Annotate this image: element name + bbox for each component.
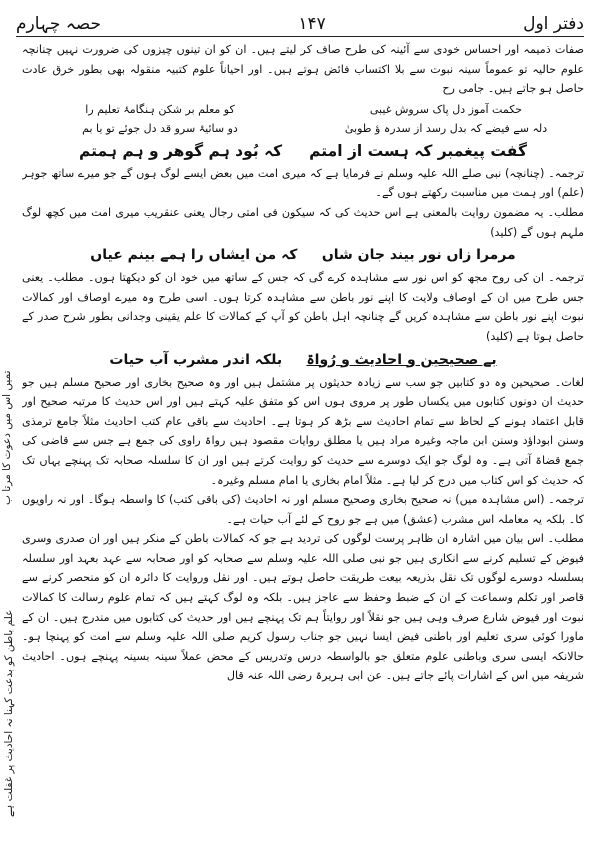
paragraph-intro: صفات ذمیمہ اور احساس خودی سے آئینہ کی طرح صاف کر لیتے ہیں۔ ان کو ان تینوں چیزوں کی ضرورت نہیں چنانچہ علوم حالیہ تو عموماً سینہ نبوت سے بلا اکتساب فائض ہوتے ہیں۔ اور احیاناً علوم کتبیہ منقولہ بھی بطور خرق عادت حاصل ہو جاتے ہیں۔ جامی رح: [22, 43, 584, 96]
verse-line: دلہ سے فیضے کہ بدل رسد از سدرہ ؤ طوبیٰ: [344, 121, 548, 135]
margin-note-upper: تمیں اس میں دعوت کا مرتا ب: [1, 370, 13, 505]
paragraph-translation-1: ترجمہ۔ (چنانچہ) نبی صلے اللہ علیہ وسلم نے فرمایا ہے کہ میری امت میں بعض ایسے لوگ ہوں گے جو میرے ساتھ جوہر (علم) اور ہمت میں مناسبت رکھتے ہوں گے۔: [22, 166, 584, 200]
paragraph-translation-3: ترجمہ۔ (اس مشاہدہ میں) نہ صحیح بخاری وصحیح مسلم اور نہ احادیث (کی باقی کتب) کا واسطہ ہوگا۔ اور نہ راویوں کا۔ بلکہ یہ معاملہ اس مشرب (عشق) میں ہے جو روح کے لئے آب حیات ہے۔: [22, 493, 584, 526]
verse-hemistich: بے صحیحین و احادیث و رُواۃ: [306, 351, 497, 368]
verse-hemistich: مرمرا زاں نور بیند جان شاں: [321, 247, 516, 264]
margin-note-lower: علم باطن کو بدعت کہنا نہ احادیث پر غفلت ہے: [3, 610, 15, 818]
verse-line: کو معلم بر شکن ہنگامۂ تعلیم را: [85, 102, 235, 116]
verse-hemistich: گفت پیغمبر کہ ہست از امتم: [309, 141, 527, 160]
verse-couplet-1: [22, 101, 584, 118]
verse-line: حکمت آموز دل پاک سروش غیبی: [369, 102, 523, 116]
verse-hemistich: کہ بُود ہم گوھر و ہم ہمتم: [79, 141, 283, 160]
verse-hemistich: کہ من ایشاں را ہمے بینم عیاں: [90, 247, 298, 264]
page-body: [22, 40, 584, 841]
verse-couplet-2: [22, 120, 584, 137]
main-verse-2: [22, 243, 584, 267]
paragraph-vocabulary: لغات۔ صحیحین وہ دو کتابیں جو سب سے زیادہ حدیثوں پر مشتمل ہیں اور وہ صحیح بخاری اور صحیح مسلم ہیں جو حدیث ان دونوں کتابوں میں یکساں طور پر مروی ہوں اس کو متفق علیہ کہتے ہیں اور اس حدیث کا مرتبہ صحیح اور قابل اعتماد ہونے کے لحاظ سے تمام احادیث سے بڑھ کر ہوتا ہے۔ احادیث سے باقی عام کتب احادیث مثلاً جامع ترمذی وسنن ابوداؤد وسنن ابن ماجہ وغیرہ مراد ہیں یا مطلق روایات مقصود ہیں رواۃ راوی کی جمع ہے جس سے قاضی کی جمع قضاۃ آتی ہے۔ وہ لوگ جو ایک دوسرے سے حدیث کو روایت کرتے ہیں اور ان کا سلسلہ صحابہ تک پہنچے یہاں تک کہ حدیث کو اس کتاب میں درج کر لیا ہے۔ مثلاً امام بخاری یا امام مسلم وغیرہ۔: [22, 375, 584, 487]
main-verse-1: [22, 139, 584, 163]
verse-hemistich: بلکہ اندر مشرب آب حیات: [109, 351, 283, 368]
paragraph-translation-2: ترجمہ۔ ان کی روح مجھ کو اس نور سے مشاہدہ کرے گی کہ جس کے ساتھ میں خود ان کو دیکھتا ہوں۔ مطلب۔ یعنی جس طرح میں ان کے اوصاف ولایت کا اپنے نور باطن سے مشاہدہ کرتا ہوں۔ اسی طرح وہ میرے اوصاف اور کمالات نبوت اپنے نور باطن سے مشاہدہ کریں گے چنانچہ اہل باطن کو آپ کے کمالات کا علم یقینی وجدانی بطور شرح صدر کے حاصل ہوتا ہے (کلید): [22, 271, 584, 343]
paragraph-explanation-2: مطلب۔ اس بیان میں اشارہ ان ظاہر پرست لوگوں کی تردید ہے جو کہ کمالات باطن کے منکر ہیں اور ان صدری وسری فیوض کے تسلیم کرنے سے انکاری ہیں جو نبی صلی اللہ علیہ وسلم سے صحابہ کو اور صحابہ سے عہد بعہد اور سلسلہ بسلسلہ دوسرے لوگوں تک نقل بذریعہ بیعت طریقت حاصل ہوتے ہیں۔ اور نقل وروایت کا دائرہ ان کو منحصر کرنے سے قاصر اور تکلم وسماعت کے ان کے ضبط وحفظ سے عاجز ہیں۔ بلکہ وہ لوگ کہتے ہیں کہ تمام علوم رسالت کا کمالات نبوت اور فیوض شارع صرف وہی ہیں جو نقلاً اور روایتاً ہم تک پہنچے ہیں اور حدیث کی کتابوں میں مندرج ہیں۔ ان کے ماورا کوئی سری تعلیم اور باطنی فیض ایسا نہیں جو جناب رسول کریم صلی اللہ علیہ وسلم سے امت کو پہنچا ہو۔ حالانکہ ایسی سری وباطنی علوم متعلق جو بالواسطہ درس وتدریس کے محض عملاً سینہ بسینہ پہنچے ہوں۔ احادیث شریفہ میں اس کے اشارات پائے جاتے ہیں۔ عن ابی ہریرۃ رضی اللہ عنہ قال: [22, 532, 584, 683]
verse-line: دو سائیۂ سرو قد دل جوئے تو یا بم: [82, 121, 238, 135]
paragraph-explanation-1: مطلب۔ یہ مضمون روایت بالمعنی ہے اس حدیث کی کہ سیکون فی امتی رجال یعنی عنقریب میری امت میں کچھ لوگ ملہم ہوں گے (کلید): [22, 205, 584, 239]
header-title: دفتر اول: [523, 14, 584, 34]
page-number: ۱۴۷: [298, 14, 326, 34]
main-verse-3: [22, 348, 584, 372]
header-part: حصہ چہارم: [16, 14, 101, 34]
page-header: [16, 4, 584, 37]
